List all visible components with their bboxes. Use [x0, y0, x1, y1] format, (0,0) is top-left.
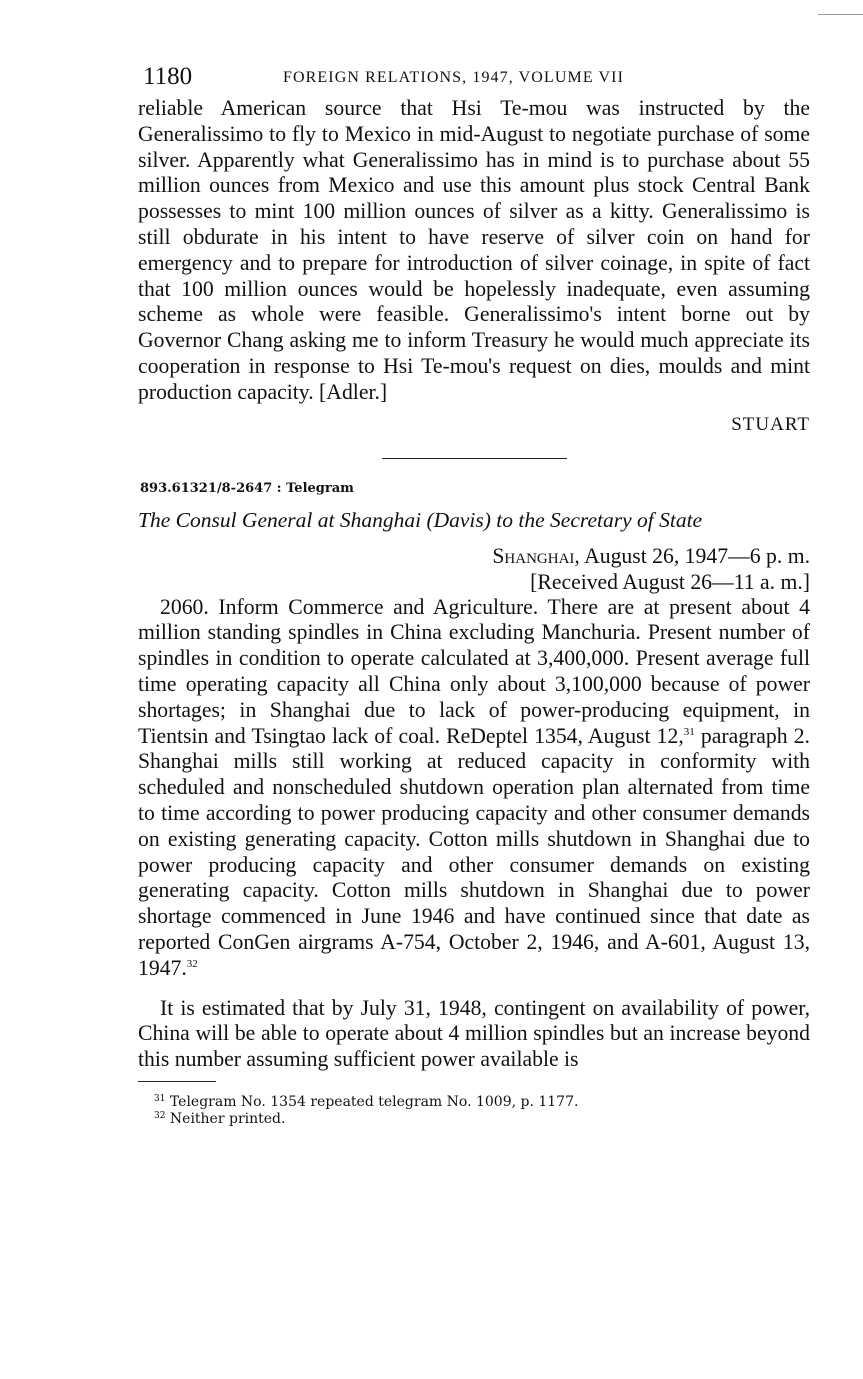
- dateline: [138, 543, 810, 569]
- telegram-paragraph-1: [138, 595, 810, 982]
- footnote-mark: 31: [154, 1093, 166, 1104]
- running-head: [138, 62, 810, 96]
- footnote: [154, 1094, 810, 1111]
- document-page: [138, 62, 810, 1128]
- signature: STUART: [731, 413, 810, 435]
- document-title: The Consul General at Shanghai (Davis) to the Secretary of State: [138, 507, 703, 532]
- received-line: [Received August 26—11 a. m.]: [530, 569, 810, 594]
- footnote-ref-31: 31: [683, 725, 695, 738]
- section-divider: [382, 458, 567, 459]
- dateline-date: , August 26, 1947—6 p. m.: [574, 543, 810, 568]
- corner-rule: [818, 14, 863, 15]
- footnote-text: Telegram No. 1354 repeated telegram No. 1009, p. 1177.: [169, 1093, 579, 1110]
- footnote: [154, 1111, 810, 1128]
- dateline-place: Shanghai: [492, 543, 575, 568]
- footnote-text: Neither printed.: [169, 1110, 286, 1127]
- paragraph-1-text-a: 2060. Inform Commerce and Agriculture. There are at present about 4 million standing spindles in China excluding Manchuria. Present number of spindles in condition to operate calculated at 3,400,000. Present average full time operating capacity all China only about 3,100,000 because of power shortages; in Shanghai due to lack of power-producing equipment, in Tientsin and Tsingtao lack of coal. ReDeptel 1354, August 12,: [138, 594, 810, 748]
- footnote-mark: 32: [154, 1110, 166, 1121]
- page-number: 1180: [143, 63, 193, 90]
- file-reference: 893.61321/8-2647 : Telegram: [140, 480, 354, 496]
- footnote-ref-32: 32: [186, 957, 198, 970]
- telegram-paragraph-2: It is estimated that by July 31, 1948, contingent on availability of power, China will be able to operate about 4 million spindles but an increase beyond this number assuming sufficient power available is: [138, 995, 810, 1072]
- footnote-rule: [138, 1081, 216, 1082]
- paragraph-1-text-b: paragraph 2. Shanghai mills still working at reduced capacity in conformity with scheduled and nonscheduled shutdown operation plan alternated from time to time according to power producing capacity and other consumer demands on existing generating capacity. Cotton mills shutdown in Shanghai due to power producing capacity and other consumer demands on existing generating capacity. Cotton mills shutdown in Shanghai due to power shortage commenced in June 1946 and have continued since that date as reported ConGen airgrams A-754, October 2, 1946, and A-601, August 13, 1947.: [138, 723, 810, 980]
- running-title: FOREIGN RELATIONS, 1947, VOLUME VII: [283, 69, 625, 86]
- continuation-paragraph: reliable American source that Hsi Te-mou was instructed by the Generalissimo to fly to Mexico in mid-August to negotiate purchase of some silver. Apparently what Generalissimo has in mind is to purchase about 55 million ounces from Mexico and use this amount plus stock Central Bank possesses to mint 100 million ounces of silver as a kitty. Generalissimo is still obdurate in his intent to have reserve of silver coin on hand for emergency and to prepare for introduction of silver coinage, in spite of fact that 100 million ounces would be hopelessly inadequate, even assuming scheme as whole were feasible. Generalissimo's intent borne out by Governor Chang asking me to inform Treasury he would much appreciate its cooperation in response to Hsi Te-mou's request on dies, moulds and mint production capacity. [Adler.]: [138, 96, 810, 404]
